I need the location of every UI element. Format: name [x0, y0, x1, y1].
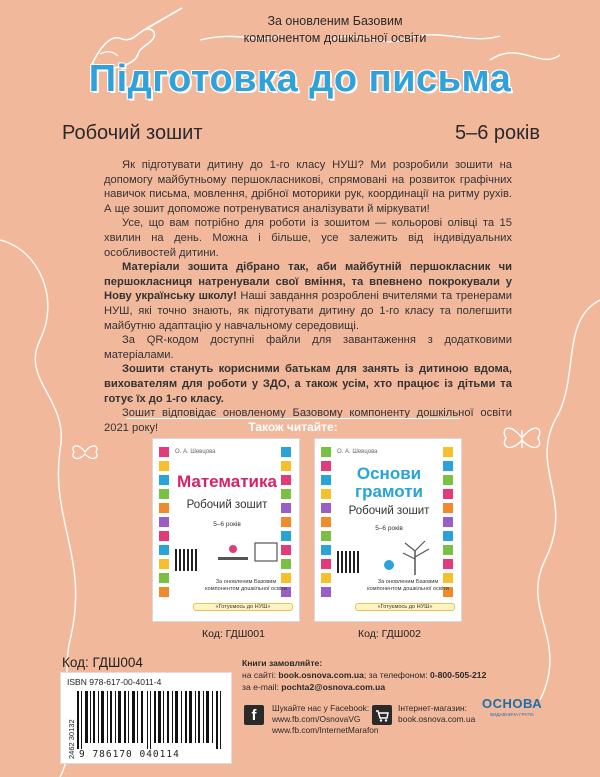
shop-label: Інтернет-магазин:: [398, 703, 467, 713]
also-read-label: Також читайте:: [240, 420, 345, 434]
book-cover-age: 5–6 років: [375, 525, 403, 532]
book-code: Код: ГДШ002: [358, 628, 421, 640]
book-cover-note: За оновленим Базовим компонентом дошкільної освіти: [205, 579, 287, 592]
description-paragraph: [104, 362, 512, 406]
order-site-line: [242, 669, 486, 681]
book-cover-badge: «Готуємось до НУШ»: [355, 603, 455, 611]
butterfly-icon: [70, 440, 100, 464]
tree-illustration: [375, 537, 445, 577]
order-email-link[interactable]: pochta2@osnova.com.ua: [281, 682, 386, 692]
order-info: [242, 657, 486, 693]
book-cover-title: Основи: [356, 464, 422, 483]
cart-icon: [372, 705, 392, 725]
book-cover-subtitle: Робочий зошит: [348, 505, 430, 517]
description-paragraph: Як підготувати дитину до 1-го класу НУШ? Ми розробили зошити на допомогу майбутньому першокласникові, спрямовані на розвиток графічних навичок письма, мовлення, дрібної моторики рук, координації на ритму рухів. А ще зошит допоможе потренуватися аналізувати й міркувати!: [104, 159, 512, 215]
book-subtitle: Робочий зошит: [62, 122, 203, 144]
description-paragraph: За QR-кодом доступні файли для завантаження з додатковими матеріалами.: [104, 334, 512, 361]
vertical-number: 2462 30132: [67, 719, 76, 759]
facebook-icon: f: [244, 705, 264, 725]
shop-link[interactable]: book.osnova.com.ua: [398, 714, 476, 724]
book-cover-age: 5–6 років: [213, 521, 241, 528]
description-bold: Матеріали зошита дібрано так, аби майбутній першокласник чи першокласниця натренували свої вміння, та впевнено покрокували у Нову українську школу!: [104, 261, 512, 303]
curriculum-note-line2: компонентом дошкільної освіти: [243, 31, 427, 45]
book-cover-note: За оновленим Базовим компонентом дошкільної освіти: [367, 579, 449, 592]
description-rest: Наші завдання розроблені вчителями та тренерами НУШ, які точно знають, як підготувати дитину до 1-го класу та полегшити майбутню адаптацію у навчальному середовищі.: [104, 290, 512, 332]
curriculum-note-line1: За оновленим Базовим: [267, 14, 403, 28]
description-text: [104, 158, 512, 435]
book-cover-grammar[interactable]: [314, 438, 462, 622]
age-range: 5–6 років: [455, 122, 540, 144]
book-cover-math[interactable]: [152, 438, 300, 622]
description-bold: Зошити стануть корисними батькам для занять із дитиною вдома, вихователям для роботи у ЗДО, а також усім, хто працює із дітьми та готує їх до 1-го класу.: [104, 363, 512, 405]
publisher-logo: [482, 688, 542, 724]
barcode-number: 9 786170 040114: [79, 749, 180, 760]
book-author: О. А. Шевцова: [175, 449, 216, 455]
order-phone-label: ; за телефоном:: [363, 670, 430, 680]
barcode: [77, 691, 225, 749]
product-code: Код: ГДШ004: [62, 655, 143, 670]
curriculum-note: [210, 13, 460, 47]
description-paragraph: Усе, що вам потрібно для роботи із зошитом — кольорові олівці та 15 хвилин на день. Можна і більше, усе залежить від індивідуальних особливостей дитини.: [104, 217, 512, 259]
book-cover-subtitle: Робочий зошит: [186, 499, 268, 511]
barcode-block: [60, 672, 232, 764]
order-site-link[interactable]: book.osnova.com.ua: [278, 670, 364, 680]
facebook-link[interactable]: www.fb.com/InternetMarafon: [272, 725, 379, 735]
isbn: ISBN 978-617-00-4011-4: [67, 677, 162, 687]
book-title: Підготовка до письма: [88, 58, 512, 100]
book-code: Код: ГДШ001: [202, 628, 265, 640]
qr-code: [175, 549, 197, 571]
classroom-illustration: [213, 537, 283, 577]
order-email-line: [242, 681, 486, 693]
qr-code: [337, 551, 359, 573]
order-site-label: на сайті:: [242, 670, 279, 680]
order-email-label: за e-mail:: [242, 682, 282, 692]
description-paragraph: Зошит відповідає оновленому Базовому компоненту дошкільної освіти 2021 року!: [104, 407, 512, 434]
book-cover-title-line2: грамоти: [354, 482, 423, 501]
book-cover-badge: «Готуємось до НУШ»: [193, 603, 293, 611]
facebook-link[interactable]: www.fb.com/OsnovaVG: [272, 714, 361, 724]
description-paragraph: [104, 260, 512, 333]
order-phone: 0-800-505-212: [429, 670, 487, 680]
book-author: О. А. Шевцова: [337, 449, 378, 455]
order-title: Книги замовляйте:: [242, 658, 323, 668]
facebook-label: Шукайте нас у Facebook:: [272, 703, 370, 713]
logo-text: ОСНОВА: [482, 696, 543, 711]
butterfly-icon: [500, 420, 544, 456]
also-read-divider: [126, 418, 460, 434]
book-cover-title: Математика: [177, 472, 277, 491]
logo-subtext: ВИДАВНИЧА ГРУПА: [490, 712, 534, 717]
